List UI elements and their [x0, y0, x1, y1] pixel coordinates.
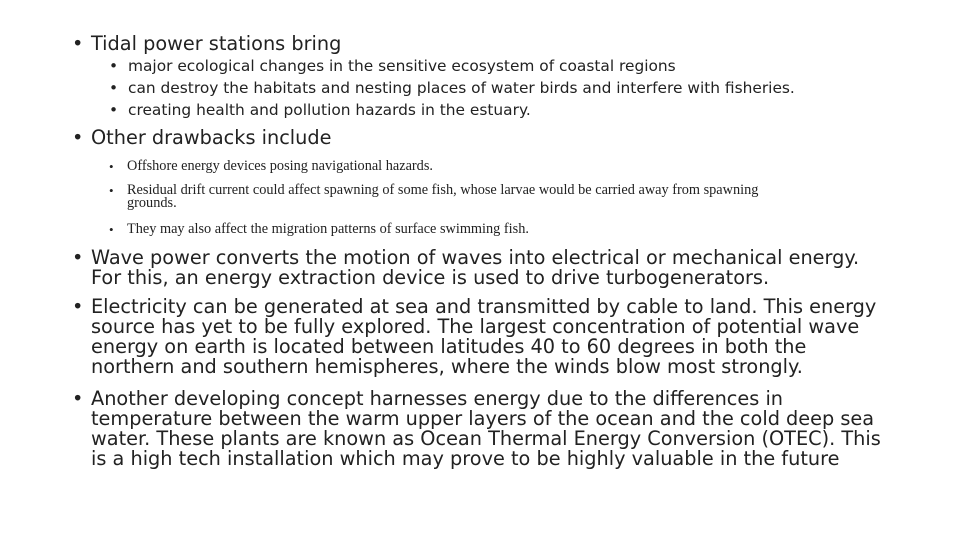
paragraph-line: source has yet to be fully explored. The largest concentration of potential wave	[91, 315, 860, 338]
bullet-dot: •	[109, 222, 114, 237]
sub-bullet-text: They may also affect the migration patterns of surface swimming fish.	[127, 221, 529, 237]
bullet-electricity-at-sea	[72, 295, 877, 378]
sub-bullet-pollution	[109, 100, 531, 122]
heading-text: Other drawbacks include	[91, 126, 332, 149]
bullet-dot: •	[72, 32, 84, 55]
bullet-dot: •	[109, 79, 119, 97]
sub-bullet-text: Offshore energy devices posing navigational hazards.	[127, 158, 433, 174]
bullet-wave-power	[72, 246, 860, 289]
paragraph-line: northern and southern hemispheres, where the winds blow most strongly.	[91, 355, 803, 378]
sub-bullet-navigational-hazards	[109, 158, 433, 174]
bullet-dot: •	[109, 57, 119, 75]
sub-bullet-ecological-changes	[109, 56, 676, 78]
paragraph-line: Wave power converts the motion of waves into electrical or mechanical energy.	[91, 246, 860, 269]
sub-bullet-habitats	[109, 78, 795, 100]
bullet-dot: •	[109, 101, 119, 119]
sub-bullet-text-line: grounds.	[127, 195, 177, 211]
sub-bullet-text: major ecological changes in the sensitive ecosystem of coastal regions	[128, 57, 676, 75]
bullet-dot: •	[72, 126, 84, 149]
bullet-drawbacks-heading	[72, 126, 332, 149]
paragraph-line: water. These plants are known as Ocean Thermal Energy Conversion (OTEC). This	[91, 427, 881, 450]
sub-bullet-text: can destroy the habitats and nesting places of water birds and interfere with fisheries.	[128, 79, 795, 97]
bullet-tidal-heading	[72, 32, 342, 55]
bullet-dot: •	[109, 183, 114, 198]
paragraph-line: For this, an energy extraction device is used to drive turbogenerators.	[91, 266, 770, 289]
heading-text: Tidal power stations bring	[91, 32, 342, 55]
paragraph-line: energy on earth is located between latitudes 40 to 60 degrees in both the	[91, 335, 807, 358]
paragraph-line: Electricity can be generated at sea and transmitted by cable to land. This energy	[91, 295, 877, 318]
bullet-dot: •	[72, 246, 84, 269]
bullet-otec	[72, 387, 881, 470]
sub-bullet-migration-patterns	[109, 221, 529, 237]
sub-bullet-residual-drift	[109, 182, 759, 211]
paragraph-line: Another developing concept harnesses energy due to the differences in	[91, 387, 784, 410]
bullet-dot: •	[72, 295, 84, 318]
paragraph-line: temperature between the warm upper layers of the ocean and the cold deep sea	[91, 407, 875, 430]
sub-bullet-text: creating health and pollution hazards in the estuary.	[128, 101, 531, 119]
bullet-dot: •	[109, 159, 114, 174]
bullet-dot: •	[72, 387, 84, 410]
paragraph-line: is a high tech installation which may prove to be highly valuable in the future	[91, 447, 840, 470]
sub-bullet-text-line: Residual drift current could affect spawning of some fish, whose larvae would be carried away from spawning	[127, 182, 759, 198]
